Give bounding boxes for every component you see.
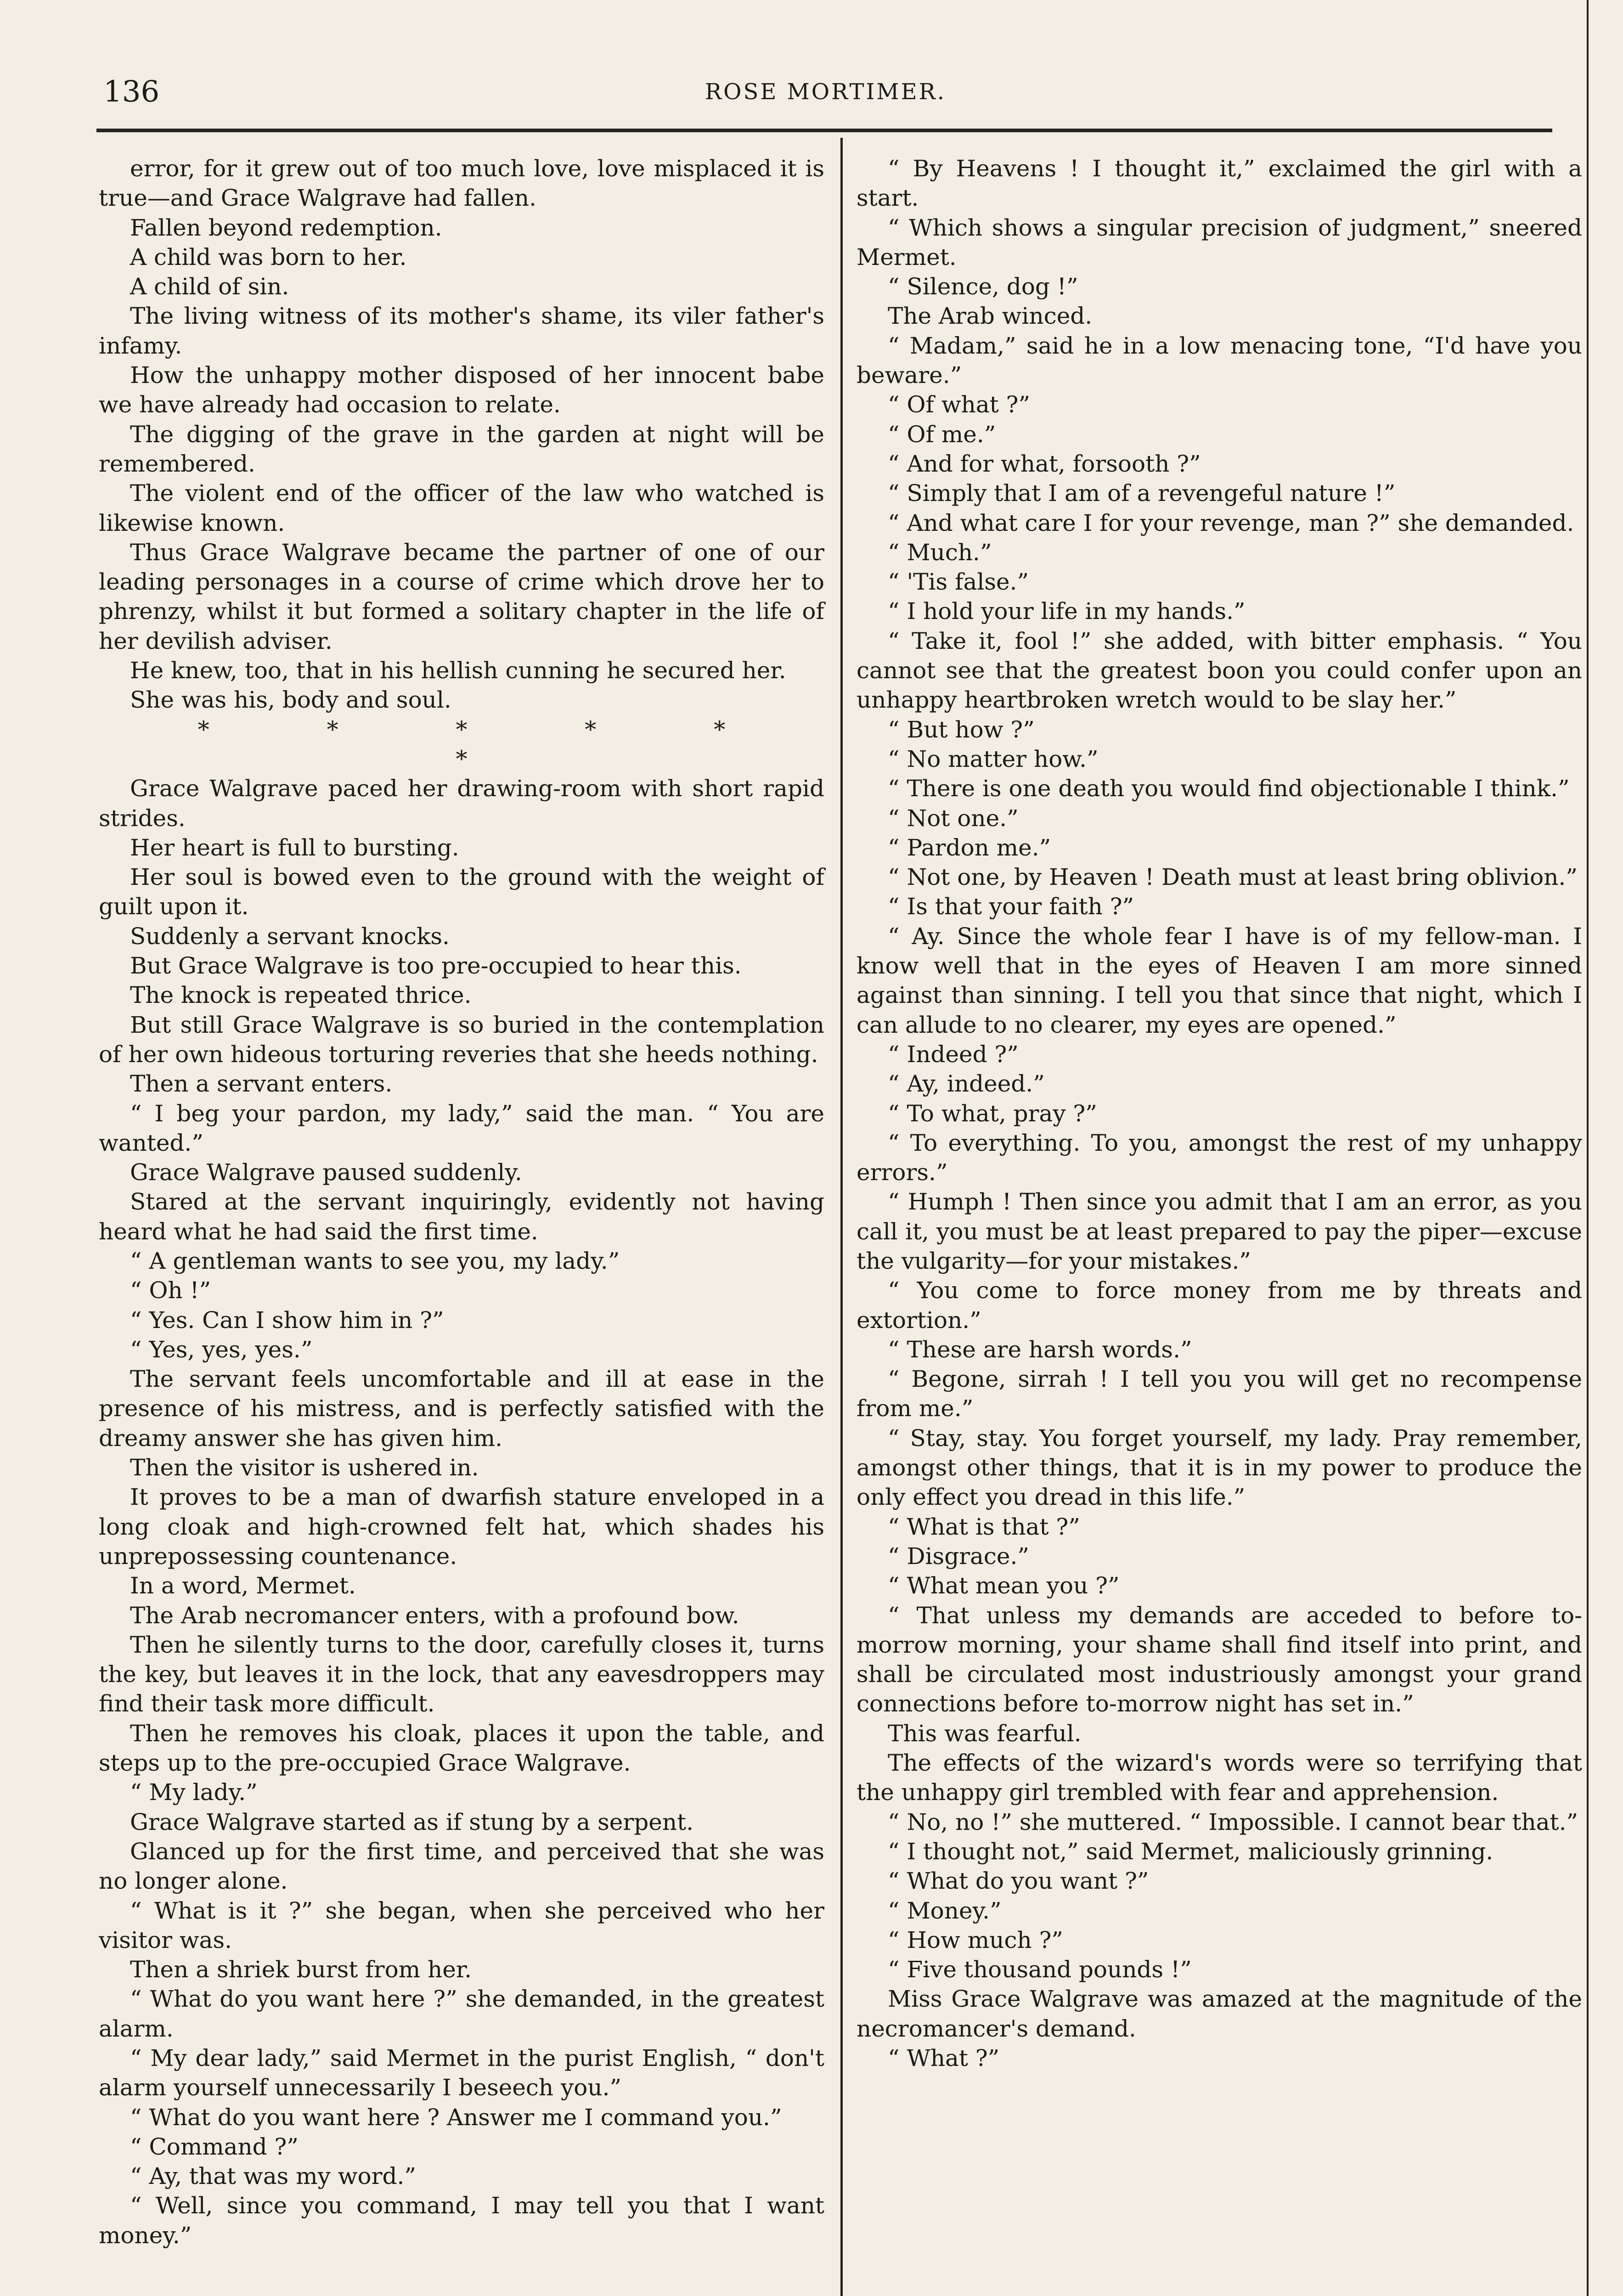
paragraph: “ Oh !”	[130, 1277, 211, 1304]
paragraph: “ No, no !” she muttered. “ Impossible. I cannot bear that.”	[888, 1808, 1578, 1835]
paragraph: “ What do you want here ? Answer me I command you.”	[130, 2104, 782, 2131]
paragraph: “ I hold your life in my hands.”	[888, 598, 1245, 625]
paragraph: She was his, body and soul.	[130, 687, 451, 714]
right-column	[857, 154, 1582, 2073]
paragraph: But Grace Walgrave is too pre-occupied to hear this.	[130, 952, 742, 979]
paragraph: “ That unless my demands are acceded to before to-morrow morning, your shame shall find itself into print, and shall be circulated most industriously amongst your grand connections before to-morrow night has set in.”	[857, 1602, 1582, 1717]
paragraph: “ Yes. Can I show him in ?”	[130, 1306, 444, 1334]
paragraph: “ What is it ?” she began, when she perceived who her visitor was.	[99, 1897, 824, 1953]
paragraph: error, for it grew out of too much love, love misplaced it is true—and Grace Walgrave had fallen.	[99, 155, 824, 212]
running-header	[103, 69, 1548, 115]
paragraph: “ Well, since you command, I may tell you that I want money.”	[99, 2192, 824, 2249]
paragraph: It proves to be a man of dwarfish stature enveloped in a long cloak and high-crowned felt hat, which shades his unprepossessing countenance.	[99, 1484, 824, 1570]
paragraph: The living witness of its mother's shame, its viler father's infamy.	[99, 303, 824, 359]
left-column	[99, 154, 824, 2250]
paragraph: “ I beg your pardon, my lady,” said the man. “ You are wanted.”	[99, 1100, 824, 1156]
paragraph: Grace Walgrave paced her drawing-room with short rapid strides.	[99, 775, 824, 832]
section-break: * * * * * *	[197, 716, 781, 772]
paragraph: “ Much.”	[888, 539, 992, 566]
paragraph: “ These are harsh words.”	[888, 1336, 1192, 1363]
paragraph: “ What mean you ?”	[888, 1572, 1120, 1599]
paragraph: Then the visitor is ushered in.	[130, 1454, 479, 1481]
paragraph: “ Which shows a singular precision of judgment,” sneered Mermet.	[857, 214, 1582, 270]
paragraph: “ Indeed ?”	[888, 1041, 1019, 1068]
paragraph: “ Take it, fool !” she added, with bitter emphasis. “ You cannot see that the greatest boon you could confer upon an unhappy heartbroken wretch would to be slay her.”	[857, 627, 1582, 714]
paragraph: “ Not one.”	[888, 805, 1019, 832]
paragraph: “ Ay, indeed.”	[888, 1070, 1045, 1097]
header-rule	[96, 129, 1552, 132]
paragraph: “ Humph ! Then since you admit that I am an error, as you call it, you must be at least prepared to pay the piper—excuse the vulgarity—for your mistakes.”	[857, 1188, 1582, 1274]
paragraph: “ Of me.”	[888, 421, 996, 448]
paragraph: The Arab necromancer enters, with a profound bow.	[130, 1602, 739, 1629]
paragraph: Then a servant enters.	[130, 1070, 393, 1097]
paragraph: Thus Grace Walgrave became the partner of one of our leading personages in a course of crime which drove her to phrenzy, whilst it but formed a solitary chapter in the life of her devilish adviser.	[99, 539, 824, 654]
paragraph: He knew, too, that in his hellish cunning he secured her.	[130, 657, 786, 684]
paragraph: “ What ?”	[888, 2045, 1000, 2071]
paragraph: Then he silently turns to the door, carefully closes it, turns the key, but leaves it in the lock, that any eavesdroppers may find their task more difficult.	[99, 1631, 824, 1717]
paragraph: “ Begone, sirrah ! I tell you you will get no recompense from me.”	[857, 1366, 1582, 1422]
paragraph: “ But how ?”	[888, 716, 1035, 743]
paragraph: “ What do you want here ?” she demanded, in the greatest alarm.	[99, 1986, 824, 2042]
paragraph: Miss Grace Walgrave was amazed at the magnitude of the necromancer's demand.	[857, 1986, 1582, 2042]
paragraph: “ And for what, forsooth ?”	[888, 450, 1201, 477]
paragraph: Suddenly a servant knocks.	[130, 923, 450, 950]
paragraph: “ Silence, dog !”	[888, 273, 1078, 300]
paragraph: Grace Walgrave paused suddenly.	[130, 1159, 522, 1186]
paragraph: Her heart is full to bursting.	[130, 834, 459, 861]
right-edge-rule	[1587, 0, 1589, 2296]
paragraph: Then a shriek burst from her.	[130, 1956, 472, 1983]
paragraph: But still Grace Walgrave is so buried in the contemplation of her own hideous torturing reveries that she heeds nothing.	[99, 1011, 824, 1068]
paragraph: “ What is that ?”	[888, 1513, 1080, 1540]
paragraph: This was fearful.	[888, 1720, 1082, 1747]
paragraph: “ Ay, that was my word.”	[130, 2163, 416, 2190]
paragraph: “ Ay. Since the whole fear I have is of my fellow-man. I know well that in the eyes of Heaven I am more sinned against than sinning. I tell you that since that night, which I can allude to no clearer, my eyes are opened.”	[857, 923, 1582, 1038]
page-number: 136	[103, 75, 160, 109]
paragraph: “ Yes, yes, yes.”	[130, 1336, 313, 1363]
paragraph: How the unhappy mother disposed of her innocent babe we have already had occasion to relate.	[99, 362, 824, 418]
paragraph: “ Disgrace.”	[888, 1542, 1029, 1570]
paragraph: “ Money.”	[888, 1897, 1002, 1924]
paragraph: “ To everything. To you, amongst the rest of my unhappy errors.”	[857, 1129, 1582, 1186]
paragraph: “ By Heavens ! I thought it,” exclaimed the girl with a start.	[857, 155, 1582, 212]
paragraph: Her soul is bowed even to the ground with the weight of guilt upon it.	[99, 864, 824, 920]
paragraph: A child was born to her.	[130, 243, 407, 270]
paragraph: “ You come to force money from me by threats and extortion.”	[857, 1277, 1582, 1334]
paragraph: “ Madam,” said he in a low menacing tone, “I'd have you beware.”	[857, 332, 1582, 389]
paragraph: “ Five thousand pounds !”	[888, 1956, 1192, 1983]
paragraph: “ My dear lady,” said Mermet in the purist English, “ don't alarm yourself unnecessarily I beseech you.”	[99, 2045, 824, 2101]
paragraph: “ Stay, stay. You forget yourself, my lady. Pray remember, amongst other things, that it is in my power to produce the only effect you dread in this life.”	[857, 1424, 1582, 1511]
paragraph: A child of sin.	[130, 273, 289, 300]
paragraph: “ 'Tis false.”	[888, 568, 1029, 596]
paragraph: “ What do you want ?”	[888, 1868, 1149, 1895]
paragraph: The Arab winced.	[888, 303, 1093, 330]
paragraph: Fallen beyond redemption.	[130, 214, 442, 241]
paragraph: The violent end of the officer of the law who watched is likewise known.	[99, 480, 824, 536]
paragraph: In a word, Mermet.	[130, 1572, 356, 1599]
paragraph: “ There is one death you would find objectionable I think.”	[888, 775, 1570, 802]
column-divider	[840, 138, 843, 2296]
paragraph: “ Not one, by Heaven ! Death must at least bring oblivion.”	[888, 864, 1578, 891]
paragraph: “ A gentleman wants to see you, my lady.”	[130, 1247, 620, 1274]
paragraph: Grace Walgrave started as if stung by a serpent.	[130, 1808, 694, 1835]
paragraph: “ No matter how.”	[888, 745, 1099, 772]
paragraph: “ I thought not,” said Mermet, maliciously grinning.	[888, 1838, 1493, 1865]
paragraph: The knock is repeated thrice.	[130, 982, 472, 1009]
paragraph: “ My lady.”	[130, 1779, 258, 1806]
paragraph: “ Pardon me.”	[888, 834, 1051, 861]
paragraph: “ To what, pray ?”	[888, 1100, 1097, 1127]
paragraph: “ Is that your faith ?”	[888, 893, 1134, 920]
paragraph: “ And what care I for your revenge, man ?” she demanded.	[888, 509, 1574, 536]
paragraph: “ Of what ?”	[888, 391, 1031, 418]
paragraph: Then he removes his cloak, places it upon the table, and steps up to the pre-occupied Grace Walgrave.	[99, 1720, 824, 1777]
running-title: ROSE MORTIMER.	[704, 79, 947, 105]
paragraph: The servant feels uncomfortable and ill at ease in the presence of his mistress, and is perfectly satisfied with the dreamy answer she has given him.	[99, 1366, 824, 1452]
paragraph: The digging of the grave in the garden at night will be remembered.	[99, 421, 824, 477]
paragraph: “ How much ?”	[888, 1926, 1063, 1953]
paragraph: “ Command ?”	[130, 2133, 299, 2160]
paragraph: “ Simply that I am of a revengeful nature !”	[888, 480, 1396, 507]
paragraph: The effects of the wizard's words were so terrifying that the unhappy girl trembled with fear and apprehension.	[857, 1750, 1582, 1806]
paragraph: Stared at the servant inquiringly, evidently not having heard what he had said the first time.	[99, 1188, 824, 1245]
paragraph: Glanced up for the first time, and perceived that she was no longer alone.	[99, 1838, 824, 1895]
